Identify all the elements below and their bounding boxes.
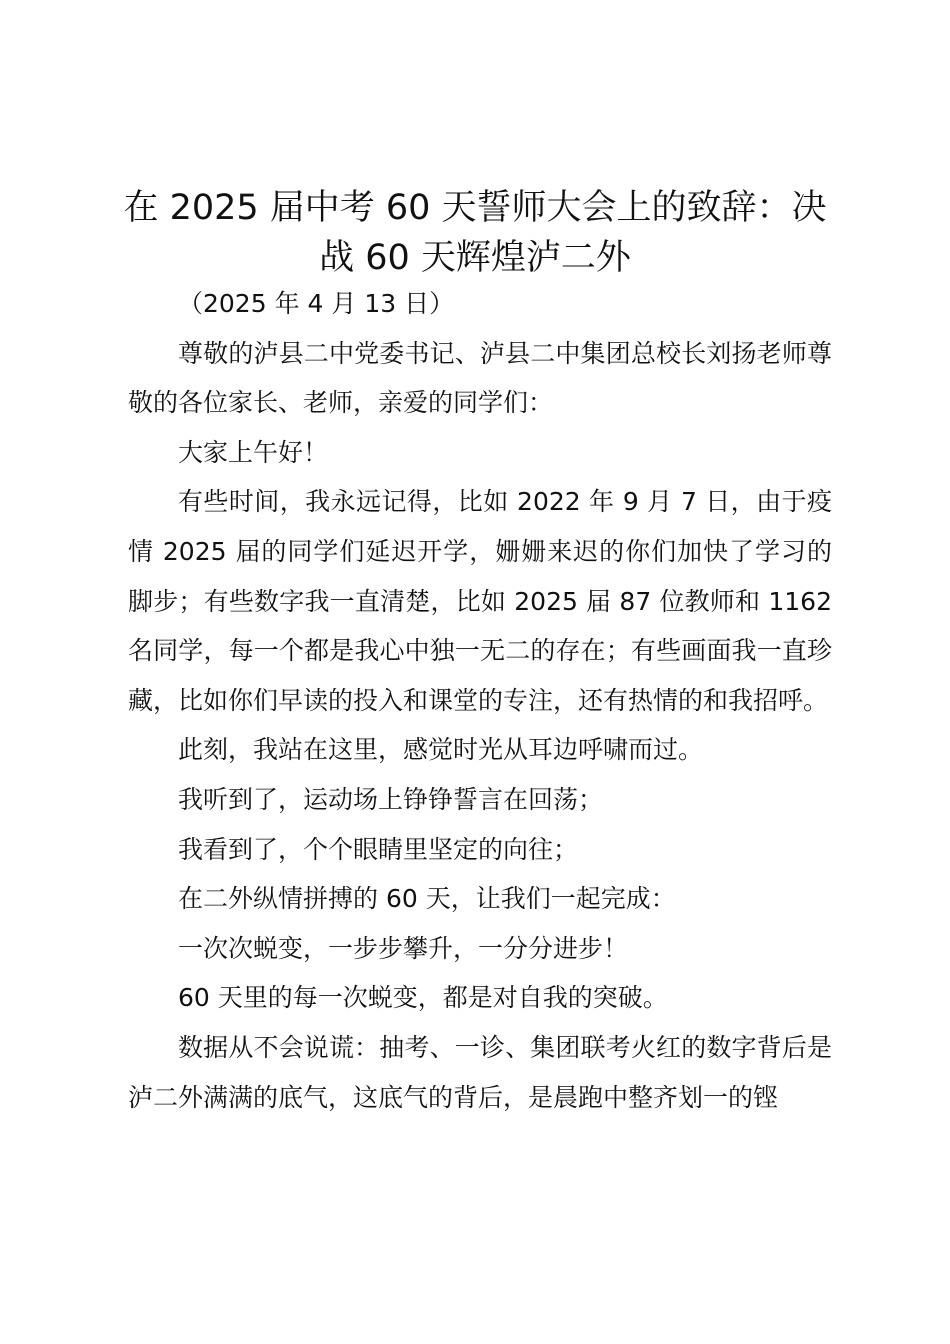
paragraph-salutation: 尊敬的泸县二中党委书记、泸县二中集团总校长刘扬老师尊敬的各位家长、老师，亲爱的同学们： — [128, 338, 832, 418]
document-title: 在 2025 届中考 60 天誓师大会上的致辞：决战 60 天辉煌泸二外 — [123, 188, 827, 278]
paragraph-memories: 有些时间，我永远记得，比如 2022 年 9 月 7 日，由于疫情 2025 届的同学们延迟开学，姗姗来迟的你们加快了学习的脚步；有些数字我一直清楚，比如 2025 届 87 位教师和 1162 名同学，每一个都是我心中独一无二的存在；有些画面我一直珍藏，比如你们早读的投入和课堂的专注，还有热情的和我招呼。 — [128, 487, 832, 715]
paragraph-greeting: 大家上午好！ — [178, 437, 329, 467]
document-body — [128, 279, 832, 1122]
paragraph-progress: 一次次蜕变，一步步攀升，一分分进步！ — [178, 933, 629, 963]
speech-date: （2025 年 4 月 13 日） — [178, 289, 455, 318]
paragraph-data: 数据从不会说谎：抽考、一诊、集团联考火红的数字背后是泸二外满满的底气，这底气的背后，是晨跑中整齐划一的铿 — [128, 1032, 832, 1112]
paragraph-heard: 我听到了，运动场上铮铮誓言在回荡； — [178, 784, 604, 814]
paragraph-saw: 我看到了，个个眼睛里坚定的向往； — [178, 834, 579, 864]
paragraph-sixty-days: 在二外纵情拼搏的 60 天，让我们一起完成： — [178, 884, 676, 914]
paragraph-moment: 此刻，我站在这里，感觉时光从耳边呼啸而过。 — [178, 735, 704, 765]
paragraph-breakthrough: 60 天里的每一次蜕变，都是对自我的突破。 — [178, 983, 668, 1013]
